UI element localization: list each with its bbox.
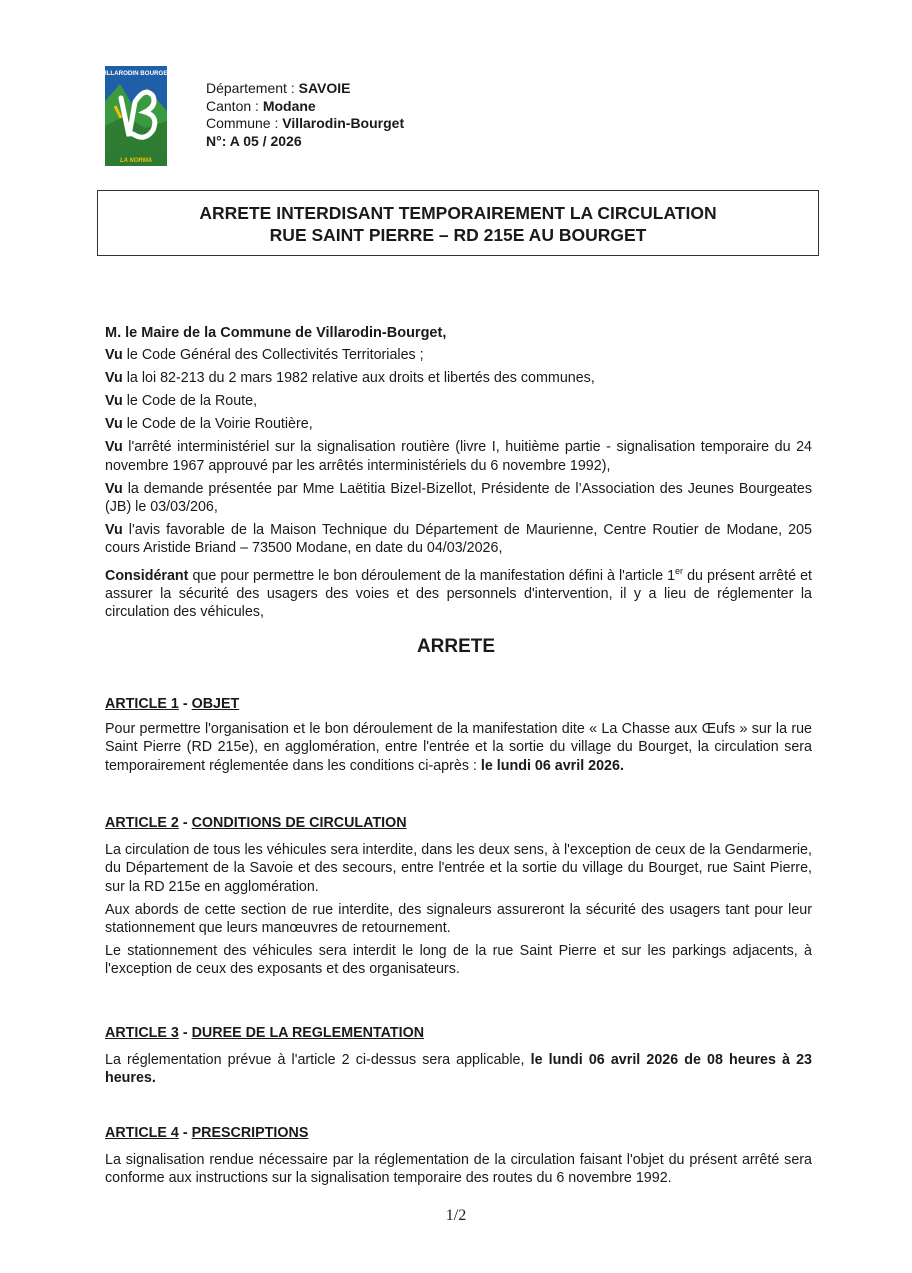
- article-paragraph: Aux abords de cette section de rue interdite, des signaleurs assureront la sécurité des usagers tant pour leur stationnement que leurs manœuvres de retournement.: [105, 901, 812, 936]
- title-line-2: RUE SAINT PIERRE – RD 215E AU BOURGET: [269, 225, 647, 245]
- logo-bottom-text: LA NORMA: [119, 158, 153, 164]
- preamble-item: Vu l'avis favorable de la Maison Technique du Département de Maurienne, Centre Routier de Modane, 205 cours Aristide Briand – 73500 Modane, en date du 04/03/2026,: [105, 521, 812, 557]
- preamble-heading: M. le Maire de la Commune de Villarodin-Bourget,: [105, 325, 447, 341]
- article-2-heading: ARTICLE 2 - CONDITIONS DE CIRCULATION: [105, 815, 407, 831]
- commune-logo: [100, 66, 172, 166]
- article-2-body: [105, 841, 812, 983]
- header-info: [206, 80, 404, 150]
- numero-line: N°: A 05 / 2026: [206, 132, 302, 149]
- article-paragraph: La circulation de tous les véhicules sera interdite, dans les deux sens, à l'exception de ceux de la Gendarmerie, du Département de la Savoie et des secours, entre l'entrée et la sortie du village du Bourget, rue Saint Pierre, sur la RD 215e en agglomération.: [105, 842, 812, 895]
- article-paragraph: Le stationnement des véhicules sera interdit le long de la rue Saint Pierre et sur les parkings adjacents, à l'exception de ceux des exposants et des organisateurs.: [105, 942, 812, 978]
- preamble-item: Vu la demande présentée par Mme Laëtitia Bizel-Bizellot, Présidente de l’Association des Jeunes Bourgeates (JB) le 03/03/206,: [105, 480, 812, 515]
- preamble-item: Vu le Code Général des Collectivités Territoriales ;: [105, 347, 424, 364]
- article-3-heading: ARTICLE 3 - DUREE DE LA REGLEMENTATION: [105, 1025, 425, 1041]
- article-1-heading: ARTICLE 1 - OBJET: [105, 696, 240, 712]
- article-3-body: [105, 1051, 812, 1092]
- departement-line: Département : SAVOIE: [206, 80, 351, 96]
- commune-line: Commune : Villarodin-Bourget: [206, 115, 405, 131]
- article-4-body: [105, 1151, 812, 1192]
- page-number: 1/2: [445, 1207, 467, 1224]
- title-box: [97, 190, 819, 256]
- article-1-body: [105, 720, 812, 780]
- article-paragraph: Pour permettre l'organisation et le bon déroulement de la manifestation dite « La Chasse aux Œufs » sur la rue Saint Pierre (RD 215e), en agglomération, entre l'entrée et la sortie du village du Bourget, la circulation sera temporairement réglementée dans les conditions ci-après : le lundi 06 avril 2026.: [105, 721, 812, 774]
- arrete-heading: ARRETE: [416, 636, 496, 657]
- preamble-item: Vu l'arrêté interministériel sur la signalisation routière (livre I, huitième partie - signalisation temporaire du 24 novembre 1967 approuvé par les arrêtés interministériels du 6 novembre 1992),: [105, 439, 812, 474]
- considerant-paragraph: Considérant que pour permettre le bon déroulement de la manifestation défini à l'article 1er du présent arrêté et assurer la sécurité des usagers des voies et des personnels d'intervention, il y a lieu de réglementer la circulation des véhicules,: [105, 566, 813, 621]
- title-line-1: ARRETE INTERDISANT TEMPORAIREMENT LA CIRCULATION: [199, 203, 717, 223]
- preamble-item: Vu le Code de la Voirie Routière,: [105, 416, 313, 433]
- article-paragraph: La signalisation rendue nécessaire par la réglementation de la circulation faisant l'objet du présent arrêté sera conforme aux instructions sur la signalisation temporaire des routes du 6 novembre 1992.: [105, 1152, 812, 1187]
- preamble-list: [105, 346, 812, 557]
- preamble-item: Vu la loi 82-213 du 2 mars 1982 relative aux droits et libertés des communes,: [105, 370, 595, 387]
- article-4-heading: ARTICLE 4 - PRESCRIPTIONS: [105, 1125, 309, 1141]
- canton-line: Canton : Modane: [206, 97, 316, 114]
- logo-top-text: VILLARODIN BOURGET: [100, 70, 172, 77]
- preamble-item: Vu le Code de la Route,: [105, 393, 258, 410]
- preamble: [105, 324, 812, 626]
- article-paragraph: La réglementation prévue à l'article 2 ci-dessus sera applicable, le lundi 06 avril 2026 de 08 heures à 23 heures.: [105, 1052, 812, 1087]
